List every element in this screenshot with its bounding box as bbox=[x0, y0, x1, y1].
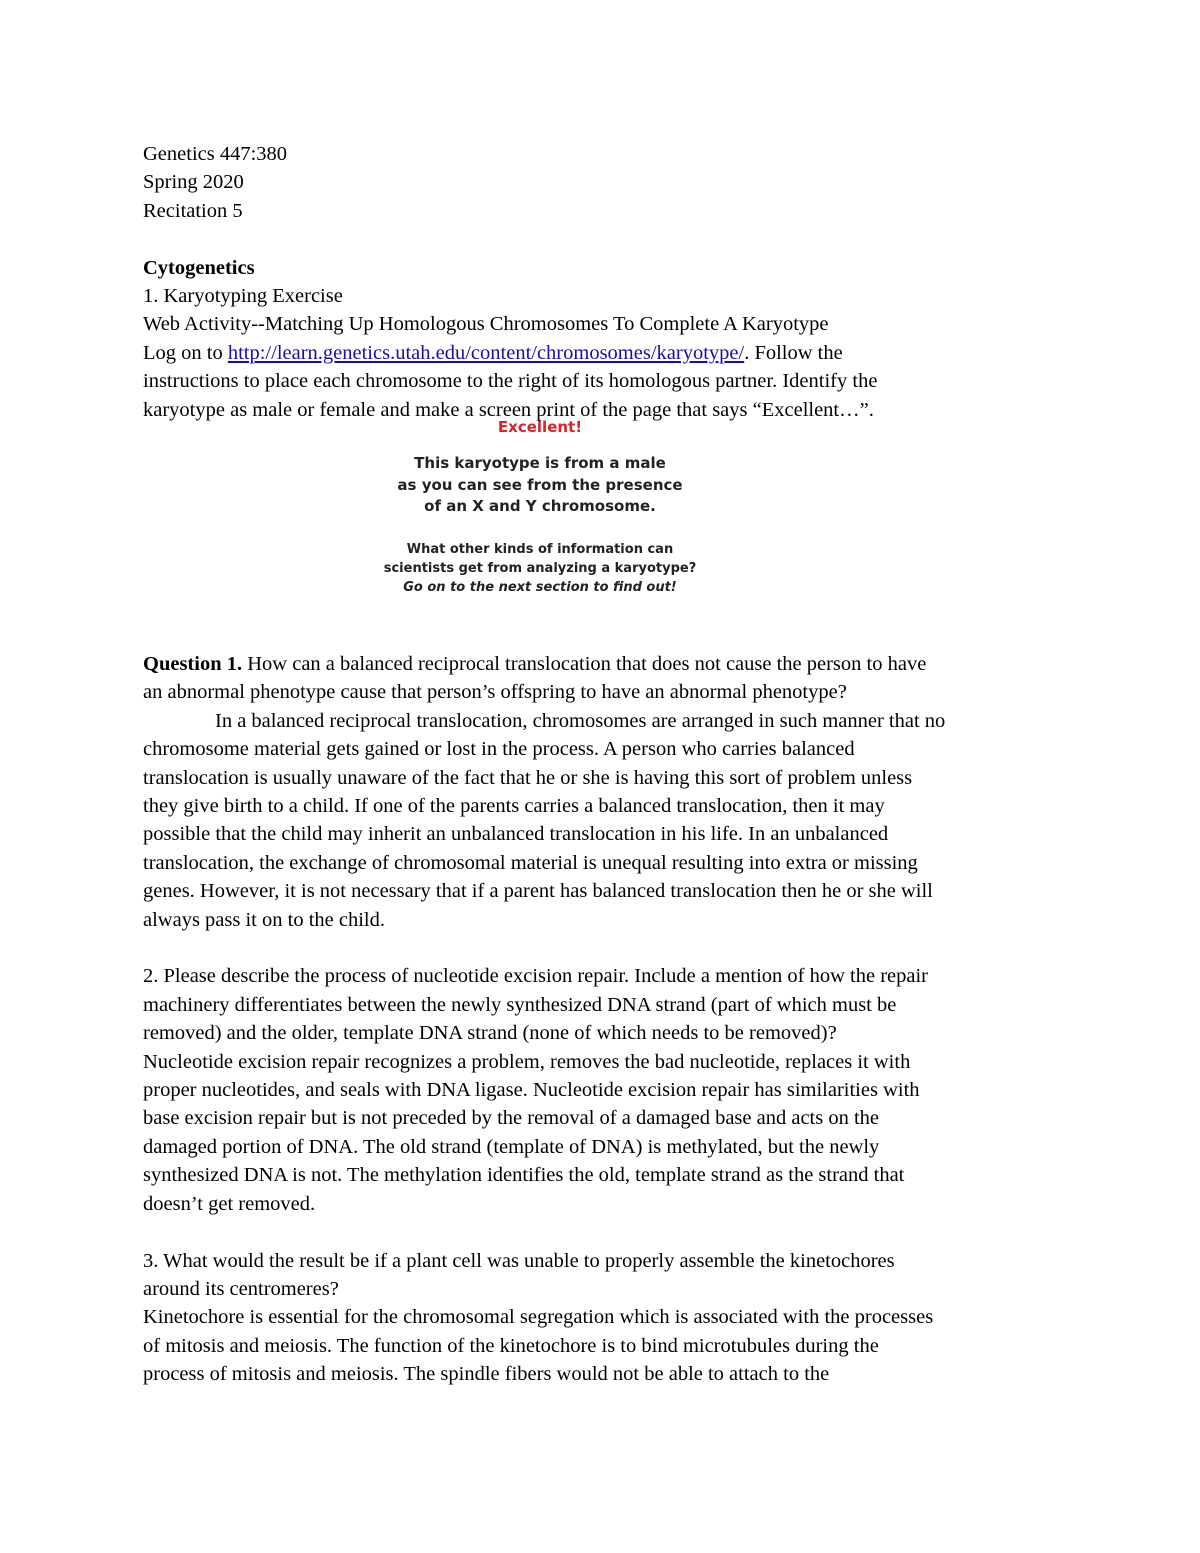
spacer bbox=[143, 1218, 1083, 1246]
questions-section bbox=[143, 650, 1083, 1389]
section-title: Cytogenetics bbox=[143, 256, 255, 279]
answer-1-line: chromosome material gets gained or lost in the process. A person who carries balanced bbox=[143, 738, 855, 761]
question-3-line: 3. What would the result be if a plant cell was unable to properly assemble the kinetochores bbox=[143, 1249, 895, 1272]
answer-2-line: proper nucleotides, and seals with DNA ligase. Nucleotide excision repair has similarities with bbox=[143, 1079, 920, 1102]
answer-1-line: always pass it on to the child. bbox=[143, 908, 385, 931]
log-suffix: . Follow the bbox=[744, 341, 843, 364]
spacer bbox=[143, 934, 1083, 962]
instructions-line-3: karyotype as male or female and make a screen print of the page that says “Excellent…”. bbox=[143, 398, 874, 421]
answer-2-line: synthesized DNA is not. The methylation identifies the old, template strand as the strand that bbox=[143, 1164, 905, 1187]
result-line: of an X and Y chromosome. bbox=[424, 497, 656, 515]
question-1-text: How can a balanced reciprocal translocation that does not cause the person to have bbox=[242, 653, 927, 675]
next-section-prompt bbox=[300, 540, 780, 597]
answer-2-line: base excision repair but is not preceded by the removal of a damaged base and acts on the bbox=[143, 1107, 880, 1130]
excellent-heading: Excellent! bbox=[497, 418, 583, 436]
answer-1-line: genes. However, it is not necessary that if a parent has balanced translocation then he or she will bbox=[143, 880, 933, 903]
answer-2-line: doesn’t get removed. bbox=[143, 1192, 316, 1215]
answer-1-line: translocation is usually unaware of the fact that he or she is having this sort of problem unless bbox=[143, 766, 913, 789]
question-2-line: machinery differentiates between the newly synthesized DNA strand (part of which must be bbox=[143, 993, 897, 1016]
exercise-title: 1. Karyotyping Exercise bbox=[143, 285, 343, 308]
answer-3-line: process of mitosis and meiosis. The spindle fibers would not be able to attach to the bbox=[143, 1363, 830, 1386]
question-2-line: 2. Please describe the process of nucleotide excision repair. Include a mention of how the repair bbox=[143, 965, 928, 988]
log-prefix: Log on to bbox=[143, 341, 228, 364]
prompt-line: scientists get from analyzing a karyotype? bbox=[383, 560, 697, 576]
question-1-label: Question 1. bbox=[143, 653, 243, 675]
document-page bbox=[143, 140, 1083, 424]
karyotype-link[interactable]: http://learn.genetics.utah.edu/content/chromosomes/karyotype/ bbox=[227, 341, 745, 364]
instructions-line-1 bbox=[143, 339, 1083, 367]
answer-3-line: Kinetochore is essential for the chromosomal segregation which is associated with the processes bbox=[143, 1306, 934, 1329]
answer-2-line: damaged portion of DNA. The old strand (template of DNA) is methylated, but the newly bbox=[143, 1135, 880, 1158]
activity-title: Web Activity--Matching Up Homologous Chromosomes To Complete A Karyotype bbox=[143, 313, 829, 336]
answer-1-line: In a balanced reciprocal translocation, chromosomes are arranged in such manner that no bbox=[215, 709, 946, 732]
spacer bbox=[143, 225, 1083, 253]
result-line: as you can see from the presence bbox=[397, 475, 683, 494]
result-message bbox=[300, 453, 780, 518]
result-line: This karyotype is from a male bbox=[414, 454, 666, 472]
answer-1-line: translocation, the exchange of chromosomal material is unequal resulting into extra or missing bbox=[143, 851, 918, 874]
term: Spring 2020 bbox=[143, 171, 244, 194]
prompt-line: Go on to the next section to find out! bbox=[403, 579, 677, 595]
answer-1-line: possible that the child may inherit an unbalanced translocation in his life. In an unbalanced bbox=[143, 823, 889, 846]
prompt-line: What other kinds of information can bbox=[406, 541, 674, 557]
course-title: Genetics 447:380 bbox=[143, 143, 288, 165]
question-1-line-1 bbox=[143, 650, 1083, 678]
karyotype-result-screenshot bbox=[300, 417, 780, 597]
answer-2-line: Nucleotide excision repair recognizes a problem, removes the bad nucleotide, replaces it with bbox=[143, 1050, 911, 1073]
question-2-line: removed) and the older, template DNA strand (none of which needs to be removed)? bbox=[143, 1022, 837, 1045]
question-3-line: around its centromeres? bbox=[143, 1277, 339, 1300]
instructions-line-2: instructions to place each chromosome to the right of its homologous partner. Identify the bbox=[143, 370, 878, 393]
recitation: Recitation 5 bbox=[143, 199, 243, 222]
question-1-line-2: an abnormal phenotype cause that person’s offspring to have an abnormal phenotype? bbox=[143, 681, 847, 704]
answer-3-line: of mitosis and meiosis. The function of the kinetochore is to bind microtubules during the bbox=[143, 1334, 879, 1357]
answer-1-line: they give birth to a child. If one of the parents carries a balanced translocation, then it may bbox=[143, 795, 885, 818]
